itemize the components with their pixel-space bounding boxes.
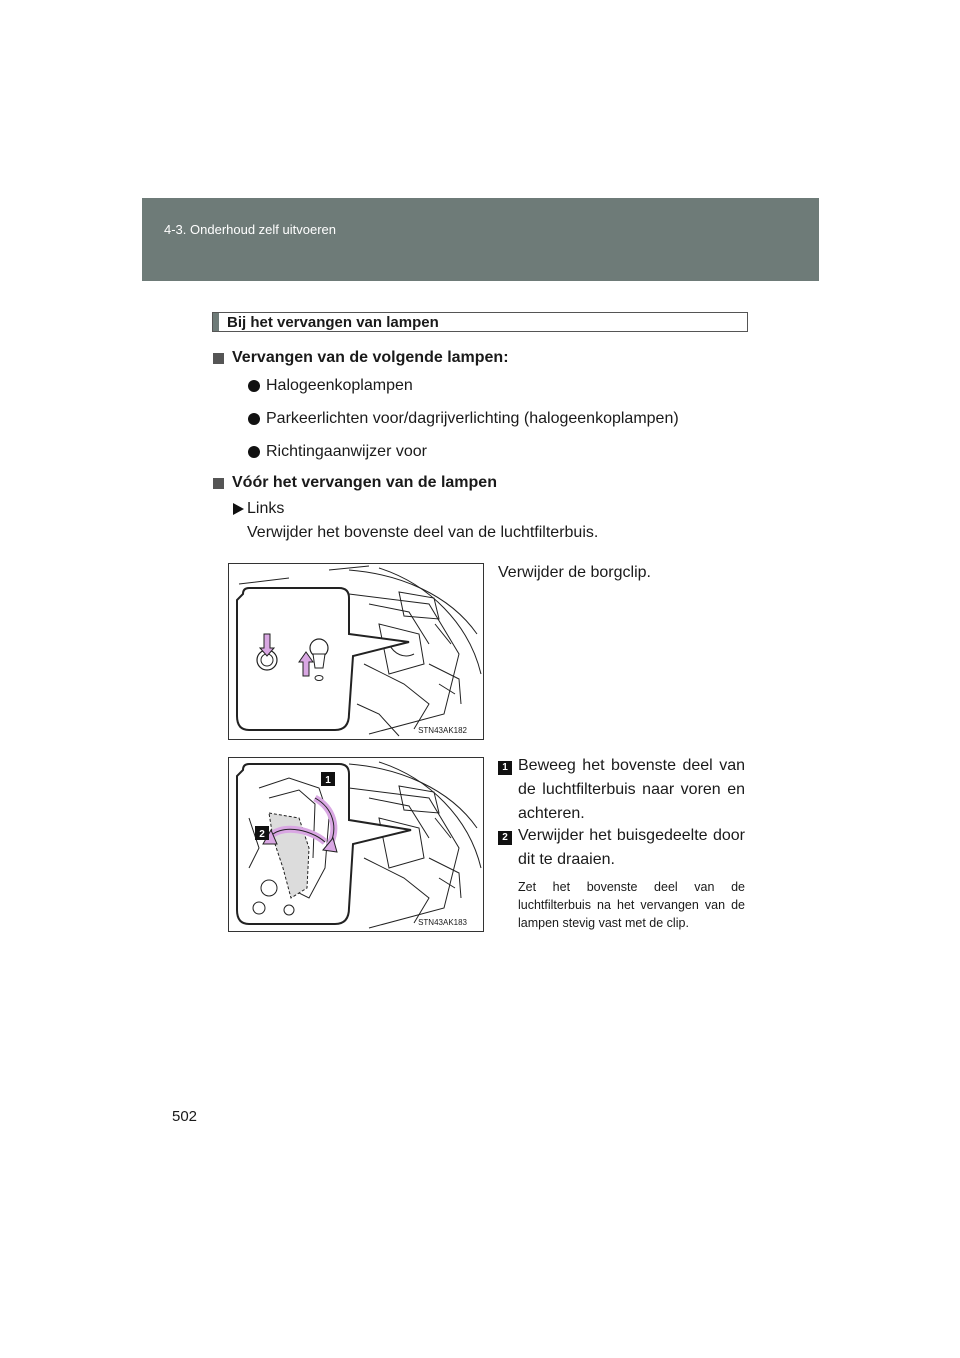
svg-text:2: 2 — [259, 829, 265, 840]
section-heading: Bij het vervangen van lampen — [227, 314, 439, 331]
square-bullet-icon — [213, 353, 224, 364]
round-bullet-icon — [248, 413, 260, 425]
figure-code: STN43AK183 — [418, 918, 467, 927]
list-item: Parkeerlichten voor/dagrijverlichting (halogeenkoplampen) — [266, 410, 679, 427]
round-bullet-icon — [248, 380, 260, 392]
engine-bay-illustration — [229, 758, 483, 931]
note-text: Zet het bovenste deel van de luchtfilterbuis na het vervangen van de lampen stevig vast met de clip. — [518, 880, 745, 930]
round-bullet-icon — [248, 446, 260, 458]
step-1-text: Beweeg het bovenste deel van de luchtfilterbuis naar voren en achteren. — [518, 757, 745, 822]
block1-heading: Vervangen van de volgende lampen: — [232, 349, 509, 366]
figure1-caption: Verwijder de borgclip. — [498, 564, 651, 581]
figure-code: STN43AK182 — [418, 726, 467, 735]
engine-bay-illustration — [229, 564, 483, 739]
svg-text:1: 1 — [325, 775, 331, 786]
figure-luchtfilterbuis — [228, 757, 484, 932]
block2-heading: Vóór het vervangen van de lampen — [232, 474, 497, 491]
figure-borgclip — [228, 563, 484, 740]
side-label: Links — [247, 500, 285, 517]
step-1-marker: 1 — [498, 761, 512, 775]
triangle-bullet-icon — [233, 503, 244, 515]
step-2-marker: 2 — [498, 831, 512, 845]
section-heading-bar — [213, 313, 219, 331]
step-2-text: Verwijder het buisgedeelte door dit te draaien. — [518, 827, 745, 868]
section-heading-box — [212, 312, 748, 332]
instruction-text: Verwijder het bovenste deel van de luchtfilterbuis. — [247, 524, 599, 541]
section-title: 4-3. Onderhoud zelf uitvoeren — [164, 222, 336, 237]
page-number: 502 — [172, 1108, 198, 1125]
header-band — [142, 198, 819, 281]
list-item: Halogeenkoplampen — [266, 377, 413, 394]
list-item: Richtingaanwijzer voor — [266, 443, 427, 460]
square-bullet-icon — [213, 478, 224, 489]
